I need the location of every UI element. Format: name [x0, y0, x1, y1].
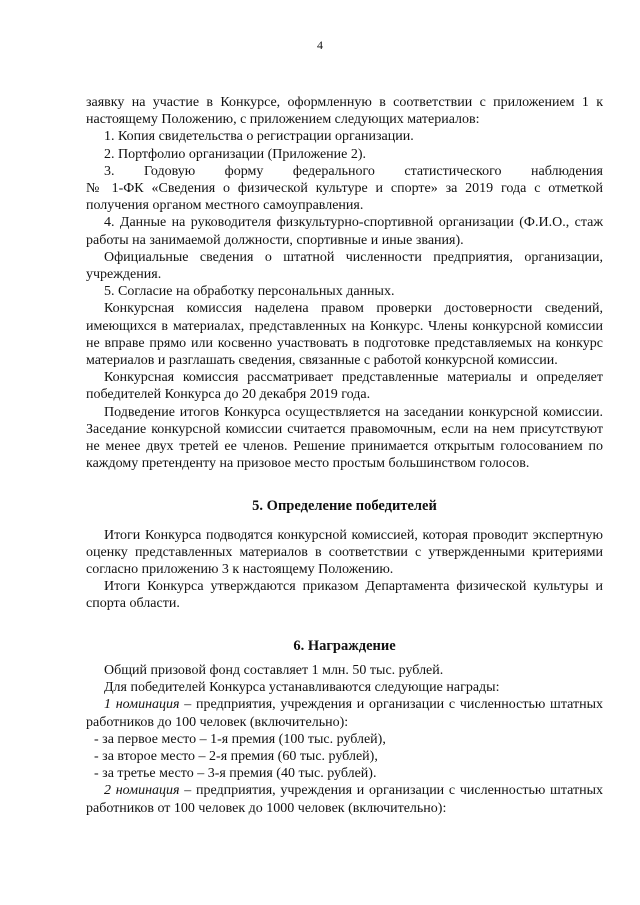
- section-6-heading: 6. Награждение: [293, 637, 396, 654]
- page-number: 4: [317, 38, 323, 52]
- nomination-2-paragraph: [86, 782, 603, 816]
- page-content: [86, 94, 603, 817]
- intro-line-1: заявку на участие в Конкурсе, оформленную в соответствии с приложением 1 к: [86, 95, 603, 110]
- section-5-paragraph-1: Итоги Конкурса подводятся конкурсной комиссией, которая проводит экспертную оценку представленных материалов в соответствии с утвержденными критериями согласно приложению 3 к настоящему Положению.: [86, 527, 603, 578]
- intro-line-2: настоящему Положению, с приложением следующих материалов:: [86, 112, 480, 128]
- materials-item-5: 5. Согласие на обработку персональных данных.: [104, 284, 395, 300]
- official-staff-info: Официальные сведения о штатной численности предприятия, организации, учреждения.: [86, 249, 603, 283]
- nomination-2-label: 2 номинация: [104, 783, 180, 799]
- nomination-1-text: – предприятия, учреждения и организации с численностью штатных работников до 100 человек (включительно):: [86, 697, 603, 730]
- nomination-1-paragraph: [86, 696, 603, 730]
- materials-item-3-rest: № 1-ФК «Сведения о физической культуре и спорте» за 2019 года с отметкой получения органом местного самоуправления.: [86, 181, 603, 214]
- materials-item-1: 1. Копия свидетельства о регистрации организации.: [104, 129, 414, 145]
- prize-fund-line: Общий призовой фонд составляет 1 млн. 50 тыс. рублей.: [104, 662, 444, 678]
- award-place-2: - за второе место – 2-я премия (60 тыс. рублей),: [94, 748, 378, 764]
- nomination-2-text: – предприятия, учреждения и организации с численностью штатных работников от 100 человек до 1000 человек (включительно):: [86, 783, 603, 816]
- materials-item-4: 4. Данные на руководителя физкультурно-спортивной организации (Ф.И.О., стаж работы на занимаемой должности, спортивные и иные звания).: [86, 215, 603, 248]
- section-5-paragraph-2: Итоги Конкурса утверждаются приказом Департамента физической культуры и спорта области.: [86, 579, 603, 612]
- materials-item-2: 2. Портфолио организации (Приложение 2).: [104, 146, 367, 162]
- commission-review-paragraph: Конкурсная комиссия рассматривает представленные материалы и определяет победителей Конкурса до 20 декабря 2019 года.: [86, 370, 603, 403]
- nomination-1-label: 1 номинация: [104, 697, 180, 713]
- materials-item-3-line-1: 3. Годовую форму федерального статистического наблюдения: [104, 163, 603, 179]
- results-meeting-paragraph: Подведение итогов Конкурса осуществляется на заседании конкурсной комиссии. Заседание конкурсной комиссии считается правомочным, если на нем присутствуют не менее двух третей ее членов. Решение принимается открытым голосованием по каждому претенденту на призовое место простым большинством голосов.: [86, 404, 603, 472]
- award-place-1: - за первое место – 1-я премия (100 тыс. рублей),: [94, 731, 386, 747]
- awards-intro-line: Для победителей Конкурса устанавливаются следующие награды:: [104, 680, 500, 696]
- award-place-3: - за третье место – 3-я премия (40 тыс. рублей).: [94, 766, 377, 782]
- commission-rights-paragraph: Конкурсная комиссия наделена правом проверки достоверности сведений, имеющихся в материалах, представленных на Конкурс. Члены конкурсной комиссии не вправе прямо или косвенно участвовать в подготовке представляемых на конкурс материалов и разглашать сведения, связанные с работой конкурсной комиссии.: [86, 301, 603, 369]
- section-5-heading: 5. Определение победителей: [252, 498, 437, 515]
